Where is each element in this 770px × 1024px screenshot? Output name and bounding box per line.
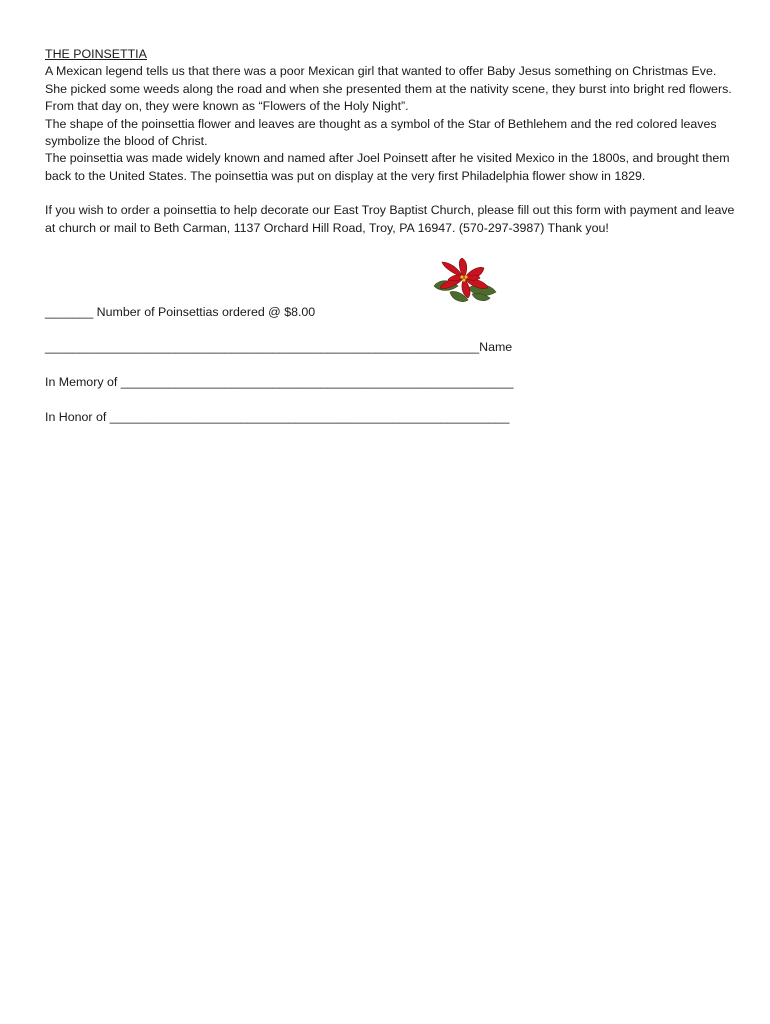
paragraph-legend: A Mexican legend tells us that there was a poor Mexican girl that wanted to offer Baby Jesus something on Christmas Eve. She picked some weeds along the road and when she presented them at the nativity scene, they burst into bright red flowers. From that day on, they were known as “Flowers of the Holy Night”. [45,64,732,114]
paragraph-history: The poinsettia was made widely known and named after Joel Poinsett after he visited Mexico in the 1800s, and brought them back to the United States. The poinsettia was put on display at the very first Philadelphia flower show in 1829. [45,151,730,183]
paragraph-symbol: The shape of the poinsettia flower and leaves are thought as a symbol of the Star of Bethlehem and the red colored leaves symbolize the blood of Christ. [45,116,717,149]
quantity-ordered-line[interactable]: _______ Number of Poinsettias ordered @ $8.00 [45,305,316,319]
in-memory-of-line[interactable]: In Memory of _________________________________________________________ [45,375,514,389]
name-line[interactable]: _______________________________________________________________Name [45,340,513,354]
poinsettia-icon [428,256,500,304]
in-honor-of-line[interactable]: In Honor of __________________________________________________________ [45,410,510,424]
paragraph-order-instructions: If you wish to order a poinsettia to help decorate our East Troy Baptist Church, please fill out this form with payment and leave at church or mail to Beth Carman, 1137 Orchard Hill Road, Troy, PA 16947. (570-297-3987) Thank you! [45,203,735,235]
body-text [45,46,735,237]
document-heading: THE POINSETTIA [45,47,147,61]
paragraph-gap [45,185,735,202]
